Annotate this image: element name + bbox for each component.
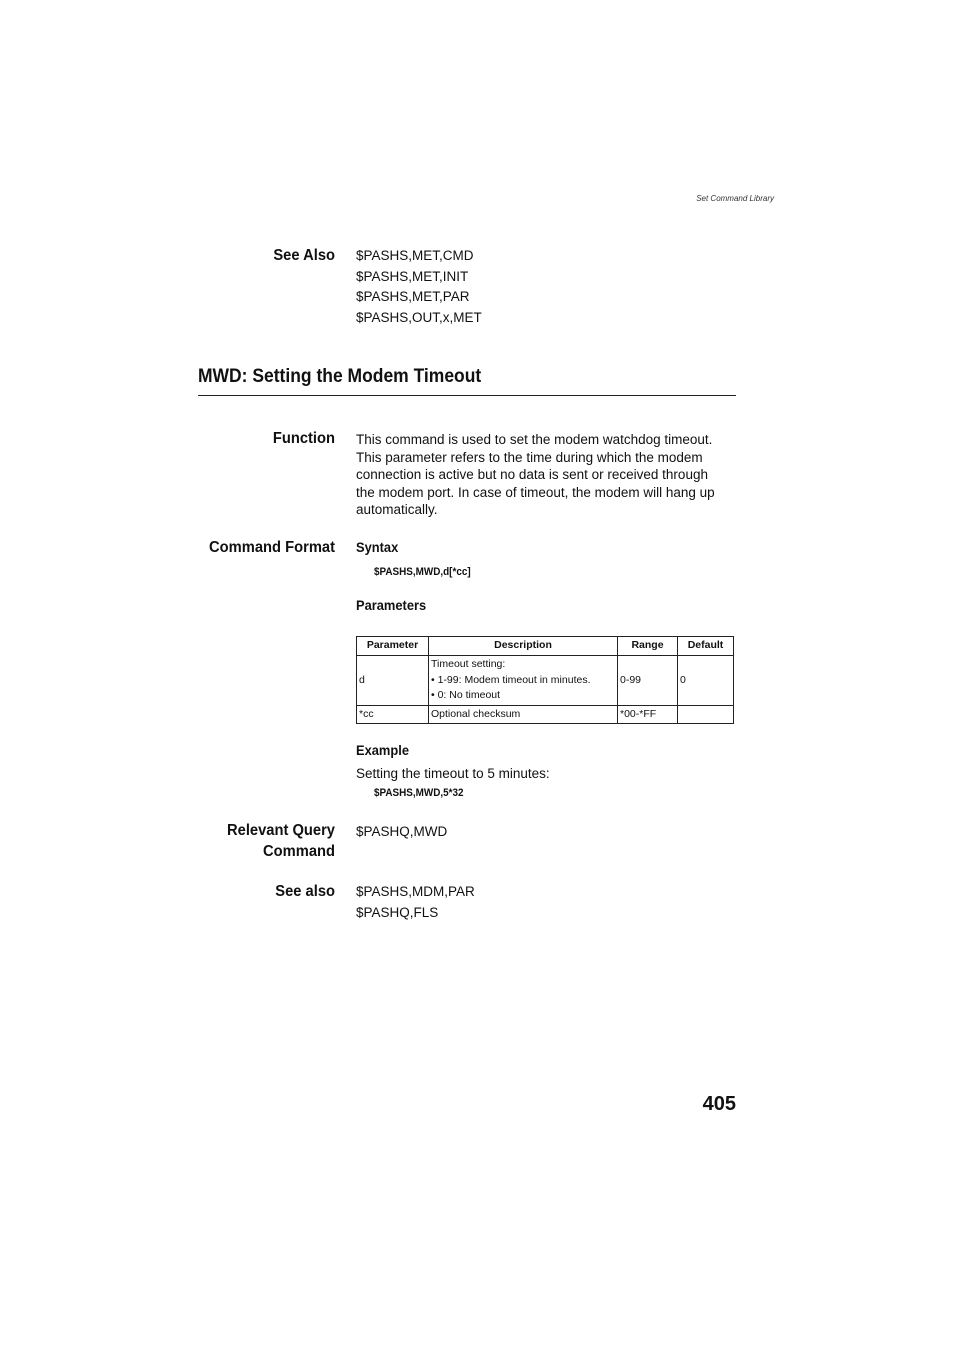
relevant-query-label-line: Command	[263, 843, 335, 860]
header-range: Range	[618, 637, 678, 656]
see-also-item: $PASHS,MET,PAR	[356, 289, 470, 304]
relevant-query-value: $PASHQ,MWD	[356, 824, 448, 839]
header-description: Description	[429, 637, 618, 656]
table-row	[357, 705, 734, 724]
function-description	[356, 431, 741, 519]
section-title: MWD: Setting the Modem Timeout	[198, 366, 482, 387]
function-line: automatically.	[356, 502, 438, 518]
function-line: This parameter refers to the time during which the modem	[356, 449, 703, 465]
example-heading: Example	[356, 742, 409, 758]
section-divider	[198, 395, 736, 396]
page-number: 405	[702, 1093, 736, 1115]
cell-parameter: *cc	[357, 705, 429, 724]
function-line: This command is used to set the modem watchdog timeout.	[356, 432, 713, 447]
relevant-query-label	[165, 820, 335, 862]
cell-description: Optional checksum	[429, 705, 618, 724]
see-also-bottom-list	[356, 882, 475, 923]
cell-description	[429, 656, 618, 706]
see-also-list	[356, 246, 482, 328]
see-also-label: See Also	[273, 247, 335, 264]
parameters-heading: Parameters	[356, 597, 427, 613]
cell-parameter: d	[357, 656, 429, 706]
desc-bullet: • 0: No timeout	[431, 689, 501, 701]
cell-range: *00-*FF	[618, 705, 678, 724]
example-code: $PASHS,MWD,5*32	[374, 787, 464, 799]
header-parameter: Parameter	[357, 637, 429, 656]
table-row	[357, 656, 734, 706]
syntax-heading: Syntax	[356, 539, 399, 555]
function-line: the modem port. In case of timeout, the modem will hang up	[356, 484, 715, 500]
example-text: Setting the timeout to 5 minutes:	[356, 766, 550, 781]
desc-bullet: • 1-99: Modem timeout in minutes.	[431, 673, 591, 686]
syntax-code: $PASHS,MWD,d[*cc]	[374, 566, 471, 578]
see-also-item: $PASHS,MET,CMD	[356, 248, 474, 263]
see-also-item: $PASHQ,FLS	[356, 904, 439, 920]
running-header: Set Command Library	[696, 194, 774, 203]
function-line: connection is active but no data is sent or received through	[356, 467, 708, 483]
header-default: Default	[678, 637, 734, 656]
command-format-label: Command Format	[209, 539, 335, 556]
see-also-item: $PASHS,MDM,PAR	[356, 884, 475, 899]
desc-title: Timeout setting:	[431, 658, 506, 670]
cell-default: 0	[678, 656, 734, 706]
cell-range: 0-99	[618, 656, 678, 706]
see-also-item: $PASHS,OUT,x,MET	[356, 309, 482, 325]
relevant-query-label-line: Relevant Query	[227, 822, 335, 839]
see-also-bottom-label: See also	[275, 883, 335, 900]
table-header-row	[357, 637, 734, 656]
see-also-item: $PASHS,MET,INIT	[356, 268, 469, 284]
function-label: Function	[272, 430, 335, 447]
cell-default	[678, 705, 734, 724]
parameters-table	[356, 636, 734, 724]
